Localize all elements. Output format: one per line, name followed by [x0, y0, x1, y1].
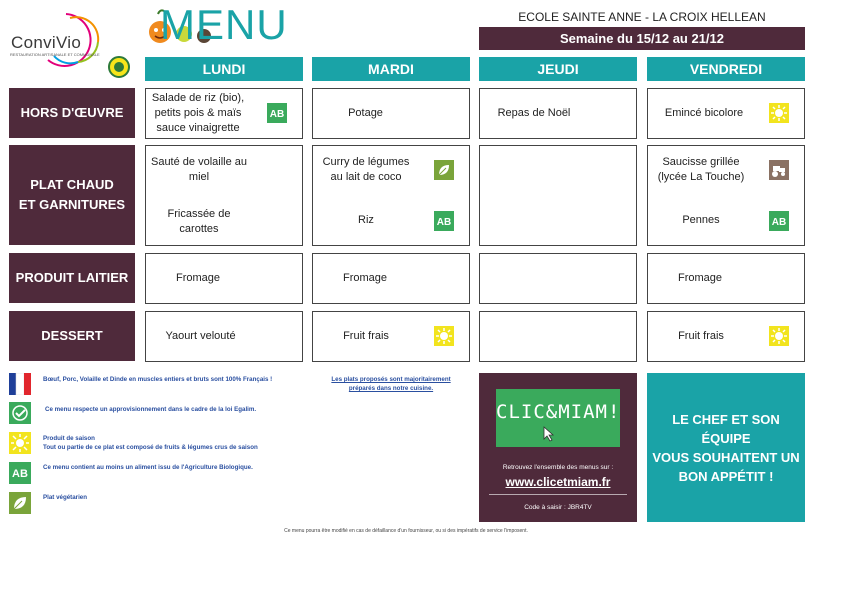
sun-icon — [769, 103, 789, 123]
cell-mardi-plat-chaud — [312, 145, 470, 246]
legend-egalim-text: Ce menu respecte un approvisionnement dans le cadre de la loi Egalim. — [45, 406, 257, 413]
cell-jeudi-dessert — [479, 311, 637, 362]
dish-text: Saucisse grillée (lycée La Touche) — [657, 156, 745, 183]
cell-jeudi-plat-chaud — [479, 145, 637, 246]
sun-icon — [9, 432, 31, 454]
clicmiam-panel — [479, 373, 637, 522]
legend-bio-text: Ce menu contient au moins un aliment issu de l'Agriculture Biologique. — [43, 464, 253, 471]
seal-icon — [106, 56, 132, 78]
cell-vendredi-plat-chaud — [647, 145, 805, 246]
check-icon — [9, 402, 31, 424]
cell-lundi-laitier — [145, 253, 303, 304]
row-label-hors-doeuvre: HORS D'ŒUVRE — [9, 88, 135, 138]
tractor-icon — [769, 160, 789, 180]
row-label-produit-laitier: PRODUIT LAITIER — [9, 253, 135, 303]
dish-text: Fromage — [677, 272, 723, 284]
dish-text: Yaourt velouté — [165, 330, 236, 342]
cell-lundi-dessert — [145, 311, 303, 362]
school-name: ECOLE SAINTE ANNE - LA CROIX HELLEAN — [518, 10, 766, 24]
sun-icon — [769, 326, 789, 346]
dish-text: Fromage — [175, 272, 221, 284]
svg-text:AB: AB — [436, 217, 452, 228]
day-header-jeudi: JEUDI — [479, 57, 637, 81]
row-label-dessert: DESSERT — [9, 311, 135, 361]
logo-subtext: RESTAURATION ARTISANALE ET COMMUNALE — [10, 52, 100, 57]
svg-text:AB: AB — [12, 468, 28, 480]
legend-plats-note: Les plats proposés sont majoritairement préparés dans notre cuisine. — [331, 376, 451, 392]
dish-text: Sauté de volaille au miel — [150, 156, 247, 183]
dish-text: Potage — [348, 107, 383, 119]
clicmiam-url-link[interactable]: www.clicetmiam.fr — [505, 475, 611, 489]
cell-vendredi-laitier — [647, 253, 805, 304]
cell-vendredi-dessert — [647, 311, 805, 362]
footnote: Ce menu pourra être modifié en cas de défaillance d'un fournisseur, ou si des impératifs de service l'imposent. — [284, 528, 528, 534]
legend-saison-text: Produit de saison Tout ou partie de ce plat est composé de fruits & légumes crus de saison — [43, 435, 258, 451]
cell-jeudi-hors-doeuvre — [479, 88, 637, 139]
page-title: MENU — [160, 1, 288, 48]
week-banner: Semaine du 15/12 au 21/12 — [479, 27, 805, 50]
leaf-icon — [9, 492, 31, 514]
cell-vendredi-hors-doeuvre — [647, 88, 805, 139]
divider — [489, 494, 627, 495]
clicmiam-retrouvez: Retrouvez l'ensemble des menus sur : — [502, 464, 614, 471]
bio-icon — [769, 211, 789, 231]
cell-lundi-plat-chaud — [145, 145, 303, 246]
logo-text: ConviVio — [11, 33, 82, 52]
garnish-text: Pennes — [682, 214, 720, 226]
dish-text: Fruit frais — [678, 330, 724, 342]
chef-message: LE CHEF ET SON ÉQUIPE VOUS SOUHAITENT UN BON APPÉTIT ! — [647, 373, 805, 522]
clicmiam-logo: CLIC&MIAM! — [496, 389, 620, 447]
dish-text: Repas de Noël — [497, 107, 571, 119]
sun-icon — [434, 326, 454, 346]
day-header-lundi: LUNDI — [145, 57, 303, 81]
clicmiam-code: Code à saisir : JBR4TV — [524, 504, 592, 511]
cell-jeudi-laitier — [479, 253, 637, 304]
row-label-plat-chaud: PLAT CHAUD ET GARNITURES — [9, 145, 135, 245]
cell-mardi-hors-doeuvre — [312, 88, 470, 139]
bio-icon — [267, 103, 287, 123]
convivio-logo — [8, 8, 108, 68]
dish-text: Curry de légumes au lait de coco — [322, 156, 410, 183]
legend-vegetarien-text: Plat végétarien — [43, 494, 88, 501]
svg-text:AB: AB — [771, 217, 787, 228]
day-header-vendredi: VENDREDI — [647, 57, 805, 81]
dish-text: Fromage — [342, 272, 388, 284]
dish-text: Salade de riz (bio), petits pois & maïs sauce vinaigrette — [151, 92, 245, 134]
dish-text: Emincé bicolore — [664, 107, 744, 119]
day-header-mardi: MARDI — [312, 57, 470, 81]
garnish-text: Riz — [358, 214, 374, 226]
bio-icon — [434, 211, 454, 231]
cursor-icon — [542, 425, 558, 443]
svg-text:AB: AB — [269, 109, 285, 120]
france-flag-icon — [9, 373, 31, 395]
leaf-icon — [434, 160, 454, 180]
cell-mardi-laitier — [312, 253, 470, 304]
legend-france-text: Bœuf, Porc, Volaille et Dinde en muscles entiers et bruts sont 100% Français ! — [43, 376, 273, 383]
dish-text: Fruit frais — [343, 330, 389, 342]
bio-icon — [9, 462, 31, 484]
cell-lundi-hors-doeuvre — [145, 88, 303, 139]
cell-mardi-dessert — [312, 311, 470, 362]
garnish-text: Fricassée de carottes — [167, 208, 231, 235]
